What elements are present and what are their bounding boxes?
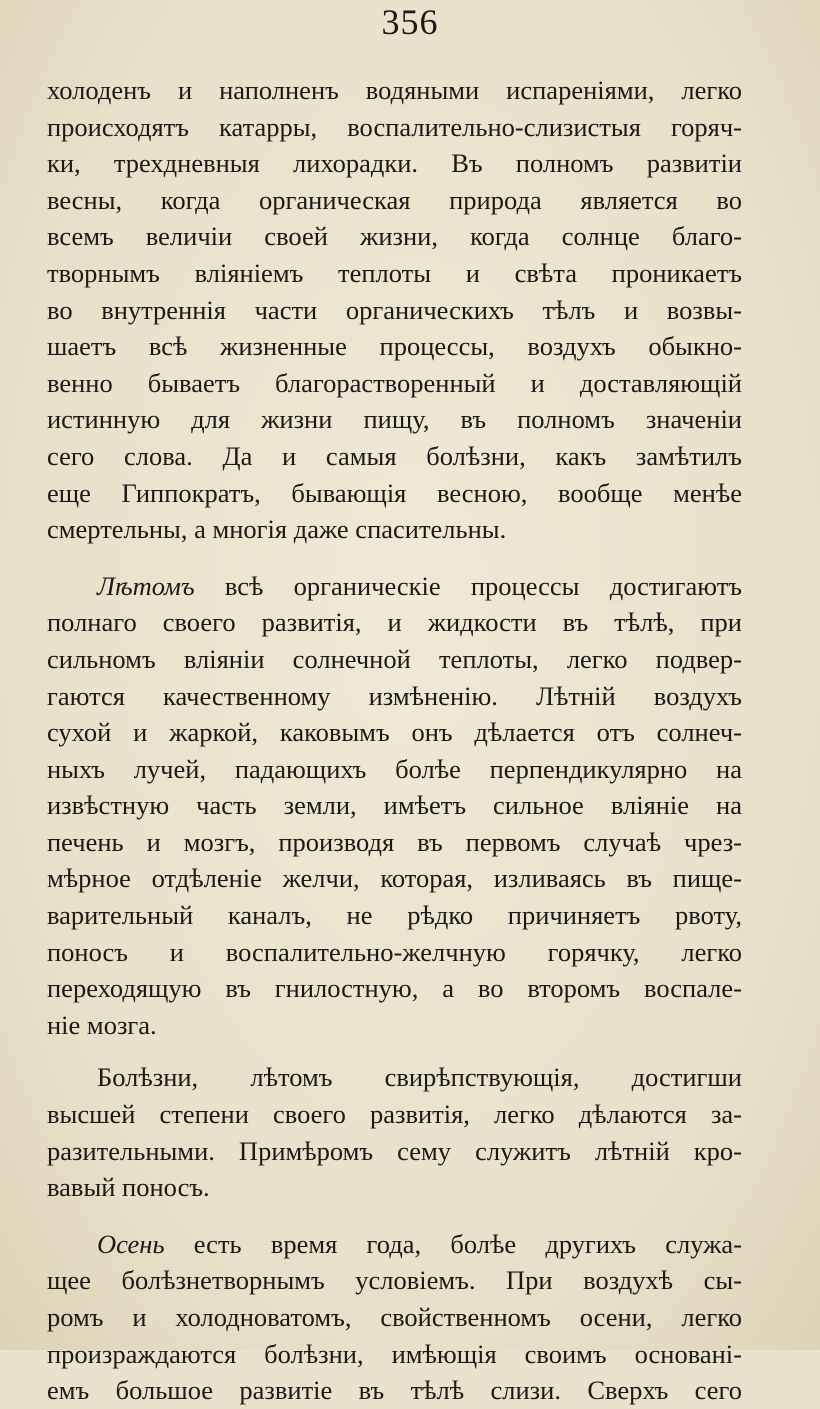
text-line: [47, 568, 742, 605]
text-line: извѣстную часть земли, имѣетъ сильное вліяніе на: [47, 790, 742, 821]
text-line: вавый поносъ.: [47, 1172, 210, 1203]
text-line: смертельны, а многія даже спасительны.: [47, 514, 507, 545]
text-line: творнымъ вліяніемъ теплоты и свѣта проникаетъ: [47, 257, 742, 288]
text-line: мѣрное отдѣленіе желчи, которая, изливаясь въ пище-: [47, 863, 742, 894]
text-line: ромъ и холодноватомъ, свойственномъ осени, легко: [47, 1302, 742, 1332]
text-line: во внутреннія части органическихъ тѣлъ и возвы-: [47, 294, 742, 325]
paragraph-summer: [47, 568, 742, 1044]
text-line: высшей степени своего развитія, легко дѣлаются за-: [47, 1099, 742, 1130]
text-line: ніе мозга.: [47, 1009, 157, 1040]
text-line: происходятъ катарры, воспалительно-слизистыя горяч-: [47, 111, 742, 142]
text-line: произраждаются болѣзни, имѣющія своимъ основані-: [47, 1338, 742, 1369]
text-line: истинную для жизни пищу, въ полномъ значеніи: [47, 404, 742, 435]
text-line: емъ большое развитіе въ тѣлѣ слизи. Сверхъ сего: [47, 1375, 742, 1406]
text-line: венно бываетъ благорастворенный и доставляющій: [47, 367, 742, 398]
text-line: [47, 1226, 742, 1263]
text-line: Болѣзни, лѣтомъ свирѣпствующія, достигши: [97, 1062, 742, 1093]
text-line: холоденъ и наполненъ водяными испареніями, легко: [47, 75, 742, 105]
section-lead-word: Лѣтомъ: [97, 570, 195, 601]
section-lead-word: Осень: [97, 1228, 165, 1259]
text-line: печень и мозгъ, производя въ первомъ случаѣ чрез-: [47, 826, 742, 857]
text-line: сильномъ вліяніи солнечной теплоты, легко подвер-: [47, 643, 742, 674]
text-line: полнаго своего развитія, и жидкости въ тѣлѣ, при: [47, 607, 742, 638]
text-line: варительный каналъ, не рѣдко причиняетъ рвоту,: [47, 900, 742, 931]
text-line: разительными. Примѣромъ сему служитъ лѣтній кро-: [47, 1135, 742, 1166]
text-line: сухой и жаркой, каковымъ онъ дѣлается отъ солнеч-: [47, 717, 742, 748]
paragraph-spring: [47, 72, 742, 548]
page-text: [47, 72, 742, 1409]
paragraph-summer-diseases: [47, 1059, 742, 1205]
text-line: ки, трехдневныя лихорадки. Въ полномъ развитіи: [47, 148, 742, 179]
paragraph-autumn: [47, 1226, 742, 1409]
text-line: поносъ и воспалительно-желчную горячку, легко: [47, 936, 742, 967]
page-number: 356: [381, 2, 439, 42]
text-line: еще Гиппократъ, бывающія весною, вообще менѣе: [47, 477, 742, 508]
text-run: есть время года, болѣе другихъ служа-: [164, 1228, 742, 1259]
text-line: щее болѣзнетворнымъ условіемъ. При воздухѣ сы-: [47, 1265, 742, 1296]
text-line: переходящую въ гнилостную, а во второмъ воспале-: [47, 973, 742, 1004]
text-line: всемъ величіи своей жизни, когда солнце благо-: [47, 221, 742, 252]
text-line: гаются качественному измѣненію. Лѣтній воздухъ: [47, 680, 742, 711]
text-line: шаетъ всѣ жизненные процессы, воздухъ обыкно-: [47, 331, 742, 362]
text-run: всѣ органическіе процессы достигаютъ: [194, 570, 742, 601]
text-line: сего слова. Да и самыя болѣзни, какъ замѣтилъ: [47, 440, 742, 471]
text-line: ныхъ лучей, падающихъ болѣе перпендикулярно на: [47, 753, 742, 784]
text-line: весны, когда органическая природа является во: [47, 184, 742, 215]
